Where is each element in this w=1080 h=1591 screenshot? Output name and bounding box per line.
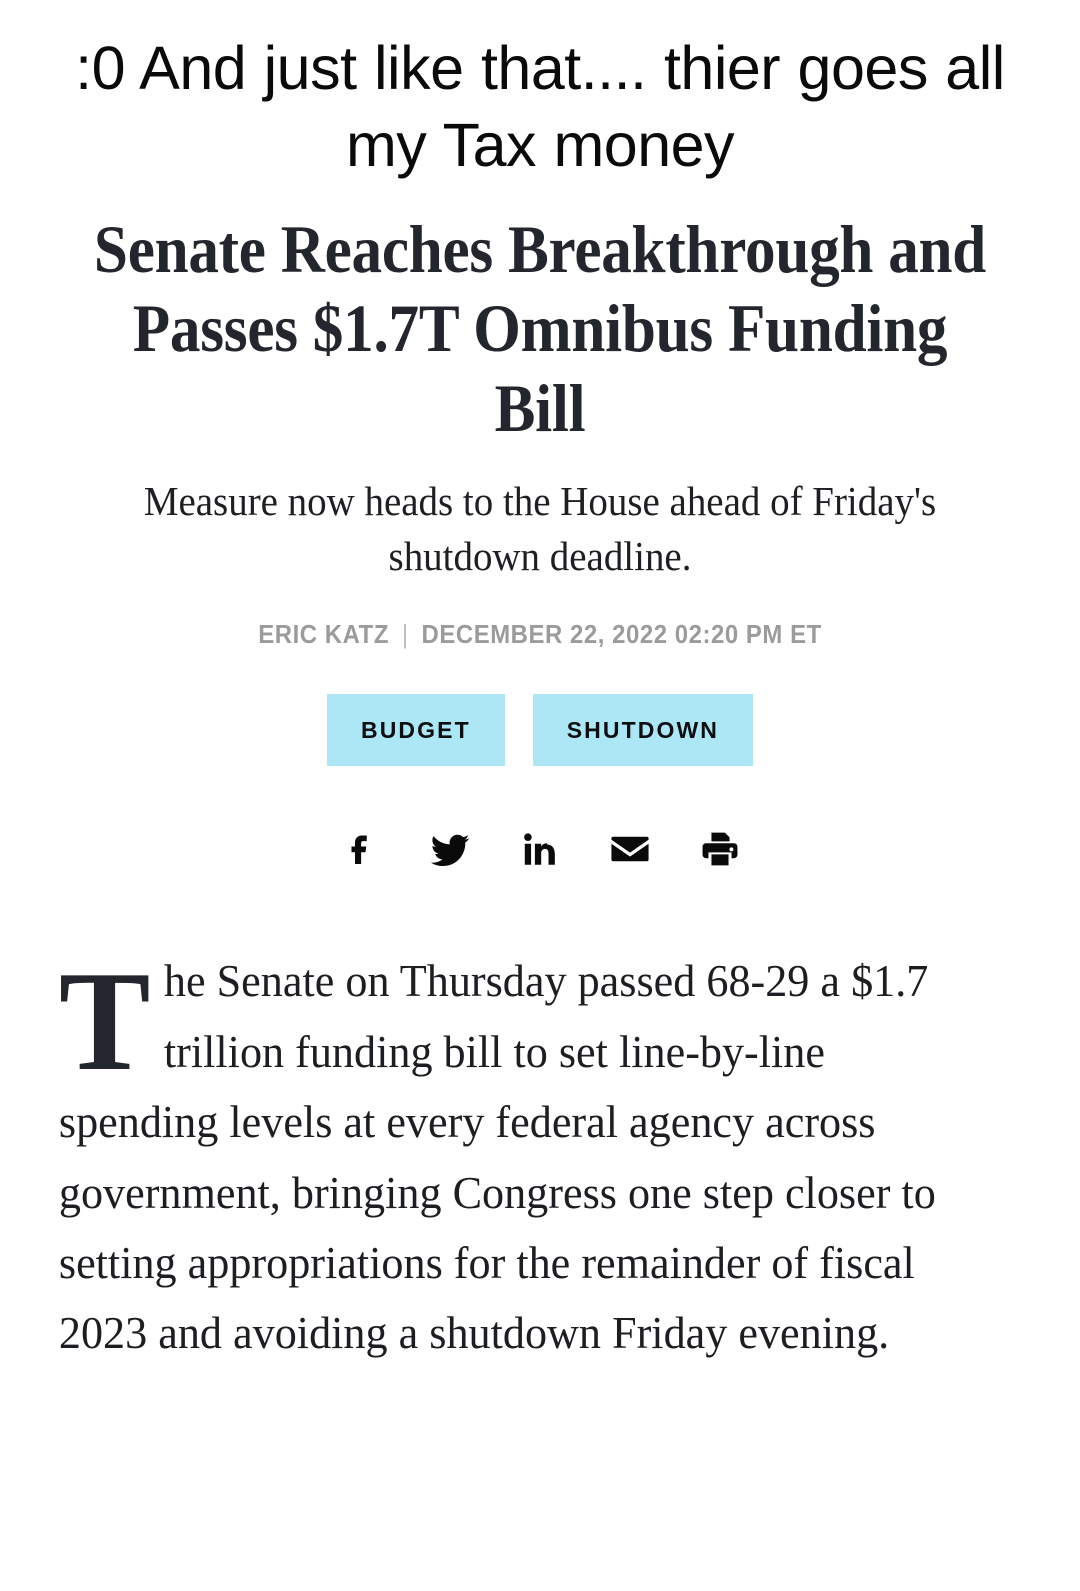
byline — [73, 619, 1008, 650]
print-icon[interactable] — [693, 822, 747, 876]
share-bar — [32, 822, 1048, 876]
article-card — [0, 210, 1080, 1369]
tag-shutdown[interactable]: SHUTDOWN — [533, 694, 753, 766]
tag-list — [32, 694, 1048, 766]
twitter-icon[interactable] — [423, 822, 477, 876]
byline-author: ERIC KATZ — [258, 619, 390, 650]
byline-timestamp: DECEMBER 22, 2022 02:20 PM ET — [421, 619, 822, 650]
article-body: The Senate on Thursday passed 68-29 a $1.7 trillion funding bill to set line-by-line spending levels at every federal agency across government, bringing Congress one step closer to setting appropriations for the remainder of fiscal 2023 and avoiding a shutdown Friday evening. — [58, 942, 936, 1359]
facebook-icon[interactable] — [333, 822, 387, 876]
byline-separator: | — [401, 619, 409, 650]
post-caption: :0 And just like that.... thier goes all my Tax money — [75, 34, 1005, 179]
tag-budget[interactable]: BUDGET — [327, 694, 505, 766]
article-headline: Senate Reaches Breakthrough and Passes $1.7T Omnibus Funding Bill — [93, 210, 987, 446]
article-subhead: Measure now heads to the House ahead of Friday's shutdown deadline. — [143, 478, 937, 579]
email-icon[interactable] — [603, 822, 657, 876]
linkedin-icon[interactable] — [513, 822, 567, 876]
